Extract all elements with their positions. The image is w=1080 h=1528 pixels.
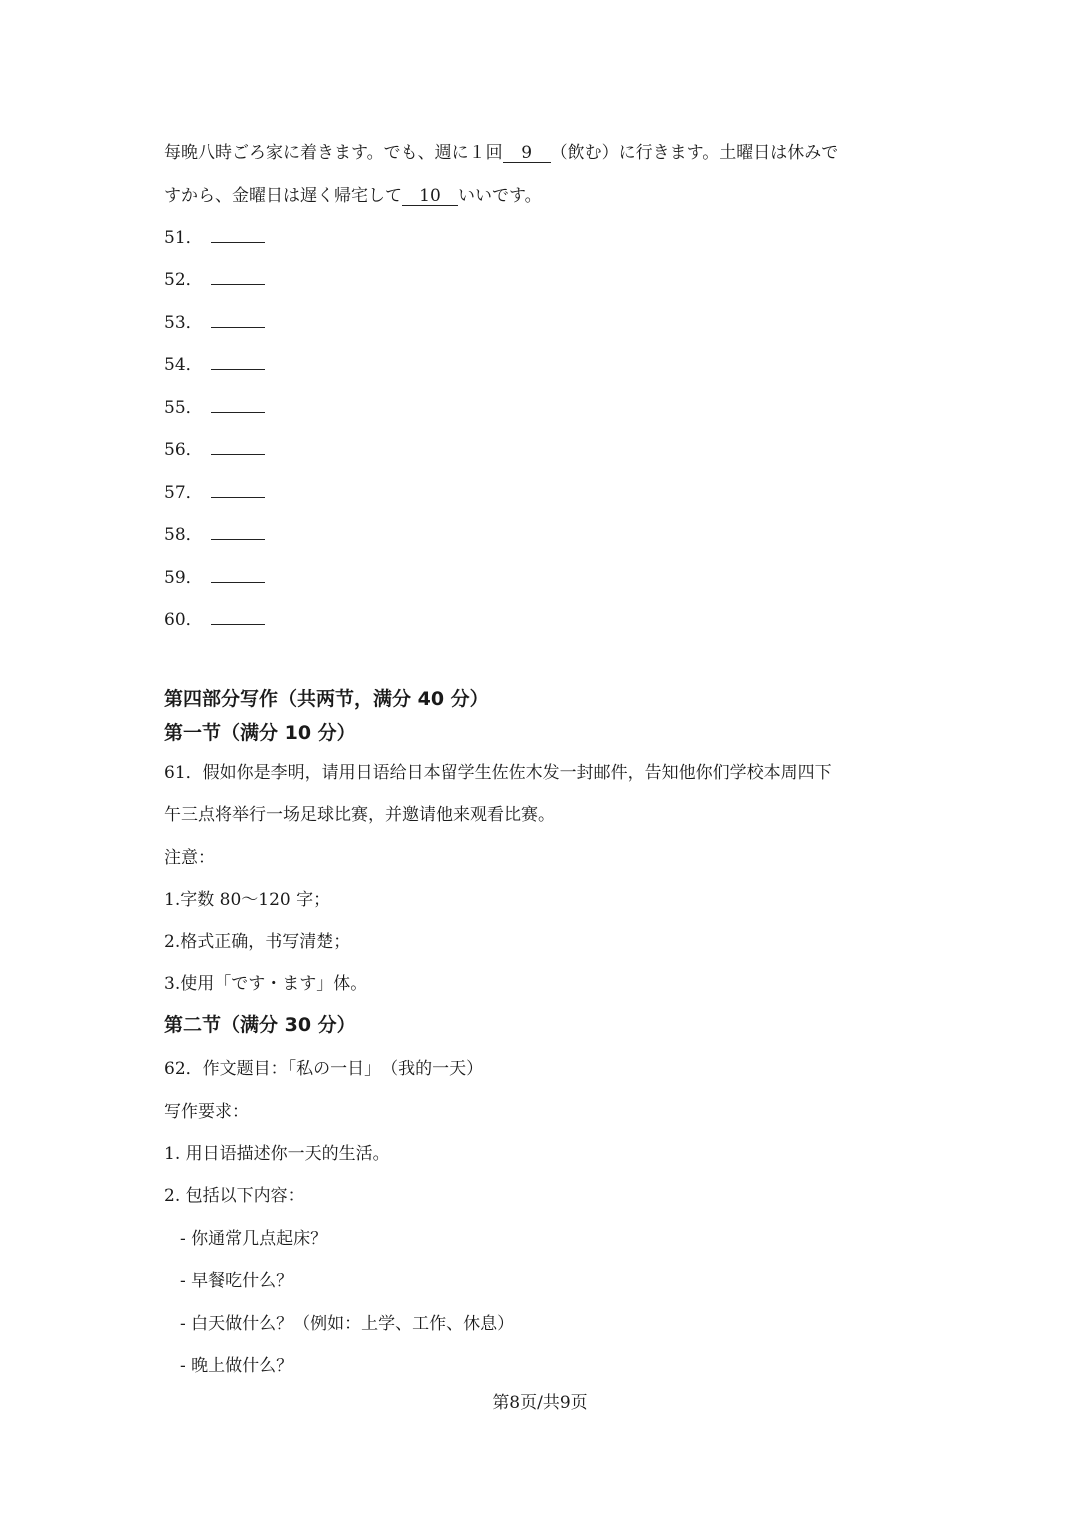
notice-2: 2.格式正确，书写清楚； bbox=[164, 932, 351, 952]
passage-text: 每晩八時ごろ家に着きます。でも、週に１回 bbox=[164, 143, 503, 163]
question-number: 51． bbox=[164, 228, 203, 248]
question-number: 60． bbox=[164, 610, 203, 630]
answer-blank[interactable] bbox=[211, 396, 265, 413]
answer-line bbox=[164, 396, 265, 420]
content-item: - 你通常几点起床？ bbox=[180, 1229, 328, 1249]
q61-line-2: 午三点将举行一场足球比赛，并邀请他来观看比赛。 bbox=[164, 805, 555, 825]
blank-10: 10 bbox=[402, 187, 458, 206]
answer-line bbox=[164, 438, 265, 462]
answer-blank[interactable] bbox=[211, 566, 265, 583]
requirement-2: 2. 包括以下内容： bbox=[164, 1186, 305, 1206]
answer-line bbox=[164, 566, 265, 590]
passage-line-1 bbox=[164, 141, 838, 165]
content-item: - 早餐吃什么？ bbox=[180, 1271, 294, 1291]
question-number: 58． bbox=[164, 525, 203, 545]
passage-text: いいです。 bbox=[458, 186, 542, 206]
answer-blank[interactable] bbox=[211, 438, 265, 455]
passage-line-2 bbox=[164, 184, 542, 208]
question-number: 57． bbox=[164, 483, 203, 503]
page-number: 第8页/共9页 bbox=[492, 1393, 588, 1413]
question-number: 59． bbox=[164, 568, 203, 588]
answer-line bbox=[164, 268, 265, 292]
q61-line-1: 61．假如你是李明，请用日语给日本留学生佐佐木发一封邮件，告知他你们学校本周四下 bbox=[164, 763, 832, 783]
notice-3: 3.使用「です・ます」体。 bbox=[164, 974, 368, 994]
part4-title: 第四部分写作（共两节，满分 40 分） bbox=[164, 688, 489, 710]
answer-line bbox=[164, 481, 265, 505]
question-number: 53． bbox=[164, 313, 203, 333]
answer-blank[interactable] bbox=[211, 268, 265, 285]
answer-line bbox=[164, 226, 265, 250]
passage-text: （飲む）に行きます。土曜日は休みで bbox=[550, 143, 839, 163]
content-item: - 白天做什么？（例如：上学、工作、休息） bbox=[180, 1314, 515, 1334]
answer-blank[interactable] bbox=[211, 523, 265, 540]
answer-line bbox=[164, 353, 265, 377]
notice-1: 1.字数 80～120 字； bbox=[164, 890, 331, 910]
question-number: 55． bbox=[164, 398, 203, 418]
notice-label: 注意： bbox=[164, 848, 215, 868]
answer-blank[interactable] bbox=[211, 226, 265, 243]
requirements-label: 写作要求： bbox=[164, 1102, 249, 1122]
answer-blank[interactable] bbox=[211, 311, 265, 328]
answer-line bbox=[164, 311, 265, 335]
section2-title: 第二节（满分 30 分） bbox=[164, 1014, 356, 1036]
question-number: 52． bbox=[164, 270, 203, 290]
q62-prompt: 62．作文题目：「私の一日」 （我的一天） bbox=[164, 1059, 484, 1079]
requirement-1: 1. 用日语描述你一天的生活。 bbox=[164, 1144, 390, 1164]
answer-line bbox=[164, 608, 265, 632]
content-item: - 晚上做什么？ bbox=[180, 1356, 294, 1376]
answer-blank[interactable] bbox=[211, 481, 265, 498]
answer-blank[interactable] bbox=[211, 353, 265, 370]
passage-text: すから、金曜日は遅く帰宅して bbox=[164, 186, 402, 206]
question-number: 54． bbox=[164, 355, 203, 375]
question-number: 56． bbox=[164, 440, 203, 460]
answer-line bbox=[164, 523, 265, 547]
answer-blank[interactable] bbox=[211, 608, 265, 625]
section1-title: 第一节（满分 10 分） bbox=[164, 722, 356, 744]
blank-9: 9 bbox=[503, 144, 551, 163]
